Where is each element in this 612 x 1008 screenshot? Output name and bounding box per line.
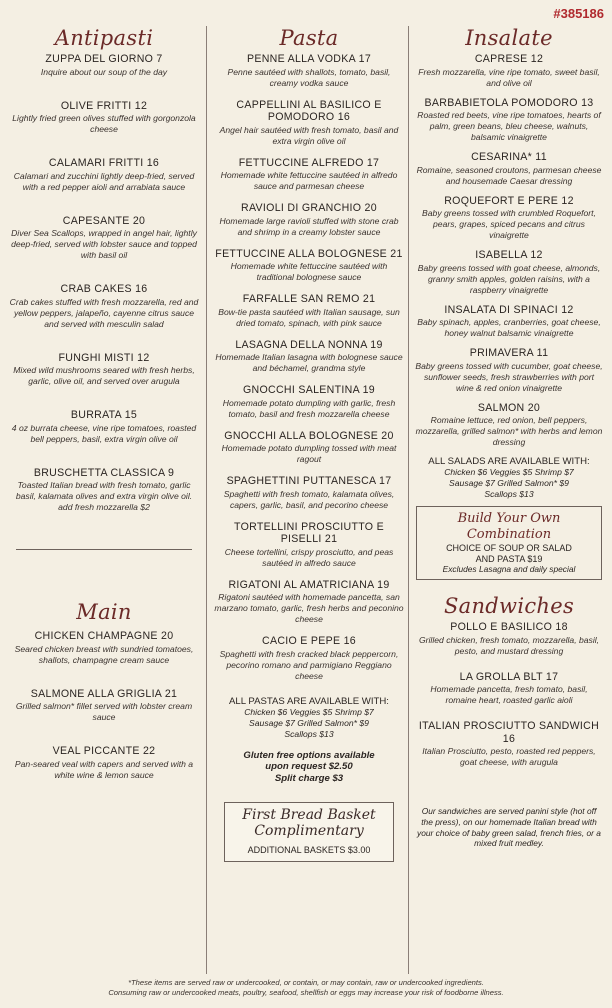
menu-item-name: BRUSCHETTA CLASSICA 9 xyxy=(33,466,175,479)
bread-basket-box xyxy=(224,802,394,862)
salad-addons-line: Scallops $13 xyxy=(484,489,534,499)
sandwiches-title: Sandwiches xyxy=(443,594,575,618)
combination-box xyxy=(416,506,602,580)
menu-item xyxy=(214,635,404,682)
menu-item-description: Cheese tortellini, crispy prosciutto, and peas sautéed in alfredo sauce xyxy=(224,546,394,568)
menu-item xyxy=(8,352,200,388)
gluten-line: upon request $2.50 xyxy=(265,761,353,772)
menu-item-description: Homemade potato dumpling with garlic, fresh tomato, basil and fresh mozzarella cheese xyxy=(222,397,396,419)
sandwiches-list xyxy=(414,621,604,768)
menu-item-description: Grilled chicken, fresh tomato, mozzarella, basil, pesto, and mustard dressing xyxy=(418,634,600,656)
menu-item-description: Roasted red beets, vine ripe tomatoes, hearts of palm, green beans, bleu cheese, walnuts, balsamic vinaigrette xyxy=(417,110,601,142)
bread-basket-title: First Bread Basket Complimentary xyxy=(242,807,376,839)
menu-item-description: Grilled salmon* fillet served with lobster cream sauce xyxy=(15,701,193,722)
menu-item-description: Bow-tie pasta sautéed with Italian sausage, sun dried tomato, spinach, with pink sauce xyxy=(218,306,400,328)
menu-item xyxy=(414,97,604,144)
menu-item-name: FUNGHI MISTI 12 xyxy=(58,351,150,364)
menu-item xyxy=(214,248,404,284)
gluten-line: Gluten free options available xyxy=(243,749,375,761)
menu-item xyxy=(8,100,200,136)
menu-item-name: ITALIAN PROSCIUTTO SANDWICH 16 xyxy=(418,720,600,745)
bread-basket-extra: ADDITIONAL BASKETS $3.00 xyxy=(247,845,371,855)
menu-item xyxy=(214,430,404,466)
menu-item-description: Homemade pancetta, fresh tomato, basil, romaine heart, roasted garlic aioli xyxy=(430,684,588,705)
menu-item xyxy=(214,475,404,511)
menu-item-description: Baby spinach, apples, cranberries, goat cheese, honey walnut balsamic vinaigrette xyxy=(417,317,601,338)
menu-item-description: Baby greens tossed with goat cheese, almonds, granny smith apples, golden raisins, with a raspberry vinaigrette xyxy=(417,262,601,295)
footer-line: Consuming raw or undercooked meats, poultry, seafood, shellfish or eggs may increase your risk of foodborne illness. xyxy=(108,987,504,997)
middle-column xyxy=(214,26,404,862)
menu-item xyxy=(414,151,604,187)
menu-item-name: CALAMARI FRITTI 16 xyxy=(48,157,160,169)
menu-item-name: ZUPPA DEL GIORNO 7 xyxy=(45,53,163,65)
menu-item-description: Mixed wild mushrooms seared with fresh herbs, garlic, olive oil, and served over arugula xyxy=(13,365,195,386)
menu-item xyxy=(214,157,404,193)
insalate-list xyxy=(414,53,604,448)
pasta-list xyxy=(214,53,404,682)
menu-item-description: Inquire about our soup of the day xyxy=(40,66,168,77)
menu-item-name: FARFALLE SAN REMO 21 xyxy=(242,293,376,305)
menu-item-description: Rigatoni sautéed with homemade pancetta, san marzano tomato, garlic, fresh herbs and peconino cheese xyxy=(214,592,404,624)
menu-item xyxy=(8,157,200,193)
menu-item-name: FETTUCCINE ALLA BOLOGNESE 21 xyxy=(215,247,403,260)
menu-item-description: Spaghetti with fresh cracked black peppercorn, pecorino romano and parmigiano Reggiano cheese xyxy=(219,648,399,681)
column-divider-right xyxy=(408,26,409,974)
menu-item-name: SALMON 20 xyxy=(477,401,541,414)
menu-item-name: FETTUCCINE ALFREDO 17 xyxy=(238,156,380,169)
menu-item-name: RAVIOLI DI GRANCHIO 20 xyxy=(241,202,377,214)
menu-item xyxy=(8,630,200,666)
menu-item xyxy=(214,293,404,329)
menu-item xyxy=(8,409,200,445)
pasta-addons-line: Scallops $13 xyxy=(284,728,334,739)
menu-item-description: Fresh mozzarella, vine ripe tomato, sweet basil, and olive oil xyxy=(418,66,600,88)
menu-item-name: SALMONE ALLA GRIGLIA 21 xyxy=(30,687,178,700)
menu-item-description: Baby greens tossed with cucumber, goat cheese, sunflower seeds, fresh strawberries with port wine & red onion vinaigrette xyxy=(415,360,603,393)
combination-excludes: Excludes Lasagna and daily special xyxy=(442,564,576,574)
column-divider-left xyxy=(206,26,207,974)
menu-item xyxy=(414,53,604,89)
menu-item xyxy=(8,283,200,330)
menu-item-description: 4 oz burrata cheese, vine ripe tomatoes, roasted bell peppers, basil, extra virgin olive oil xyxy=(11,422,197,444)
menu-item-description: Homemade white fettuccine sautéed in alfredo sauce and parmesan cheese xyxy=(220,170,398,191)
menu-item-name: LA GROLLA BLT 17 xyxy=(459,670,559,683)
main-list xyxy=(8,630,200,781)
menu-item-description: Angel hair sautéed with fresh tomato, basil and extra virgin olive oil xyxy=(219,124,399,146)
combination-line: AND PASTA $19 xyxy=(475,553,543,564)
menu-item xyxy=(214,521,404,569)
menu-item-name: ROQUEFORT E PERE 12 xyxy=(444,194,574,207)
menu-item-description: Romaine lettuce, red onion, bell peppers, mozzarella, grilled salmon* with herbs and lemon dressing xyxy=(415,415,603,447)
menu-item-description: Homemade Italian lasagna with bolognese sauce and béchamel, grandma style xyxy=(215,352,403,373)
sandwich-note: Our sandwiches are served panini style (hot off the press), on our homemade Italian bread with your choice of baby green salad, french fries, or a mixed fruit medley. xyxy=(417,806,601,849)
menu-item-name: CAPESANTE 20 xyxy=(62,214,146,227)
menu-item-description: Toasted Italian bread with fresh tomato, garlic basil, kalamata olives and extra virgin olive oil. add fresh mozzarella $2 xyxy=(15,480,193,512)
allergen-footer xyxy=(0,978,612,997)
menu-item xyxy=(414,195,604,242)
menu-item xyxy=(414,671,604,707)
menu-item xyxy=(8,688,200,724)
menu-item-description: Calamari and zucchini lightly deep-fried, served with a red pepper aioli and arrabiata sauce xyxy=(13,170,195,192)
left-column xyxy=(8,26,200,803)
menu-item-description: Baby greens tossed with crumbled Roquefort, pears, grapes, spiced pecans and citrus vinaigrette xyxy=(422,208,596,240)
antipasti-title: Antipasti xyxy=(54,26,154,50)
menu-item-description: Homemade large ravioli stuffed with stone crab and shrimp in a creamy lobster sauce xyxy=(219,215,399,237)
menu-item-description: Penne sautéed with shallots, tomato, basil, creamy vodka sauce xyxy=(227,66,391,88)
menu-item-name: PRIMAVERA 11 xyxy=(469,347,549,359)
section-divider xyxy=(16,549,192,550)
menu-item-name: POLLO E BASILICO 18 xyxy=(450,621,568,633)
menu-item-name: INSALATA DI SPINACI 12 xyxy=(444,303,574,316)
menu-item xyxy=(8,745,200,781)
main-title: Main xyxy=(76,600,132,624)
menu-item-name: PENNE ALLA VODKA 17 xyxy=(246,53,372,65)
menu-item-name: CRAB CAKES 16 xyxy=(60,283,148,295)
salad-addons-line: Chicken $6 Veggies $5 Shrimp $7 xyxy=(444,467,574,477)
menu-item-name: SPAGHETTINI PUTTANESCA 17 xyxy=(226,475,392,487)
footer-line: *These items are served raw or undercooked, or contain, or may contain, raw or undercooked ingredients. xyxy=(128,978,484,987)
menu-item xyxy=(414,249,604,296)
salad-addons-heading: ALL SALADS ARE AVAILABLE WITH: xyxy=(428,456,590,467)
pasta-title: Pasta xyxy=(279,26,339,50)
menu-item-name: GNOCCHI ALLA BOLOGNESE 20 xyxy=(224,429,394,442)
menu-item xyxy=(414,621,604,657)
menu-item-name: RIGATONI AL AMATRICIANA 19 xyxy=(228,578,390,591)
menu-item-name: BARBABIETOLA POMODORO 13 xyxy=(424,96,594,109)
menu-item-description: Lightly fried green olives stuffed with gorgonzola cheese xyxy=(12,113,196,134)
menu-item xyxy=(8,215,200,262)
split-charge: Split charge $3 xyxy=(274,772,344,784)
menu-item xyxy=(214,339,404,375)
menu-item xyxy=(8,53,200,78)
menu-item xyxy=(214,53,404,89)
menu-item-name: CACIO E PEPE 16 xyxy=(262,635,356,647)
menu-item xyxy=(414,347,604,394)
menu-item-description: Spaghetti with fresh tomato, kalamata olives, capers, garlic, basil, and pecorino cheese xyxy=(223,488,395,510)
pasta-addons-line: Sausage $7 Grilled Salmon* $9 xyxy=(249,717,369,728)
menu-item xyxy=(414,720,604,768)
pasta-addons-heading: ALL PASTAS ARE AVAILABLE WITH: xyxy=(229,695,389,707)
combination-line: CHOICE OF SOUP OR SALAD xyxy=(446,543,572,553)
menu-item xyxy=(214,579,404,626)
menu-item-description: Homemade white fettuccine sautéed with traditional bolognese sauce xyxy=(230,261,388,282)
menu-item-description: Italian Prosciutto, pesto, roasted red peppers, goat cheese, with arugula xyxy=(422,746,596,767)
menu-item-name: BURRATA 15 xyxy=(70,409,138,421)
menu-item-description: Homemade potato dumpling tossed with meat ragout xyxy=(221,443,397,464)
menu-item-name: CAPRESE 12 xyxy=(474,53,544,65)
menu-item-name: TORTELLINI PROSCIUTTO E PISELLI 21 xyxy=(234,520,384,545)
right-column xyxy=(414,26,604,849)
menu-item xyxy=(8,467,200,514)
insalate-title: Insalate xyxy=(465,26,553,50)
menu-item xyxy=(214,202,404,238)
menu-item-name: LASAGNA DELLA NONNA 19 xyxy=(235,338,383,351)
menu-item-name: ISABELLA 12 xyxy=(475,249,543,261)
menu-item-description: Romaine, seasoned croutons, parmesan cheese and housemade Caesar dressing xyxy=(416,164,602,186)
salad-addons-line: Sausage $7 Grilled Salmon* $9 xyxy=(449,478,569,488)
menu-item-name: OLIVE FRITTI 12 xyxy=(60,99,148,112)
menu-item-name: CESARINA* 11 xyxy=(471,151,547,163)
menu-item xyxy=(414,402,604,449)
menu-item-description: Diver Sea Scallops, wrapped in angel hair, lightly deep-fried, served with lobster sauce and topped with basil oil xyxy=(11,228,197,260)
menu-item-name: CHICKEN CHAMPAGNE 20 xyxy=(34,630,174,642)
antipasti-list xyxy=(8,53,200,513)
menu-item xyxy=(214,99,404,147)
menu-item-name: VEAL PICCANTE 22 xyxy=(52,745,156,757)
menu-id: #385186 xyxy=(553,6,604,21)
menu-item xyxy=(414,304,604,340)
menu-item-description: Crab cakes stuffed with fresh mozzarella, red and yellow peppers, jalapeño, cayenne citrus sauce and served with mesculin salad xyxy=(9,296,199,329)
menu-item-description: Pan-seared veal with capers and served with a white wine & lemon sauce xyxy=(14,758,194,780)
menu-item-name: CAPPELLINI AL BASILICO E POMODORO 16 xyxy=(236,98,382,123)
menu-item xyxy=(214,384,404,420)
gluten-free-note xyxy=(214,750,404,785)
pasta-addons-line: Chicken $6 Veggies $5 Shrimp $7 xyxy=(244,706,374,717)
menu-item-description: Seared chicken breast with sundried tomatoes, shallots, champagne cream sauce xyxy=(14,643,194,665)
combination-title: Build Your Own Combination xyxy=(457,511,561,542)
menu-item-name: GNOCCHI SALENTINA 19 xyxy=(243,384,375,396)
